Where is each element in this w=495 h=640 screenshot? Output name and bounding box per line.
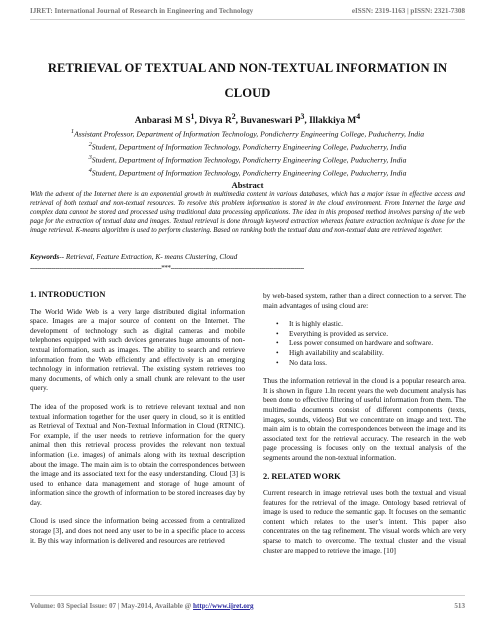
keywords-label: Keywords: [30, 252, 60, 261]
keywords-text: -- Retrieval, Feature Extraction, K- means Clustering, Cloud: [59, 252, 238, 261]
affiliation-text: Assistant Professor, Department of Information Technology, Pondicherry Engineering College, Puducherry, India: [74, 129, 425, 139]
left-column: [30, 290, 245, 554]
list-item: • No data loss.: [289, 358, 466, 368]
running-footer: [30, 602, 465, 610]
author-sup: 1: [190, 112, 195, 121]
author-name: Buvaneswari P: [240, 116, 301, 127]
affiliation-line: [30, 127, 465, 140]
paper-title: RETRIEVAL OF TEXTUAL AND NON-TEXTUAL INFORMATION IN CLOUD: [47, 61, 448, 100]
keywords-line: [30, 252, 465, 261]
list-item: • High availability and scalability.: [289, 348, 466, 358]
affiliation-sup: 3: [88, 153, 92, 161]
author-sup: 4: [356, 112, 361, 121]
journal-name: IJRET: International Journal of Research in Engineering and Technology: [30, 7, 254, 15]
paragraph: Thus the information retrieval in the cloud is a popular research area. It is shown in figure 1.In recent years the web document analysis has been done to effective filtering of useful information from them. The multimedia documents consist of different components (texts, images, sounds, videos) But we concentrate on image and text. The main aim is to obtain the correspondences between the image and its associated text for the retrieval accuracy. The research in the web page processing is focuses only on the textual analysis of the segments around the non-textual information.: [263, 376, 466, 462]
affiliation-sup: 1: [70, 128, 75, 135]
section-heading-related-work: 2. RELATED WORK: [263, 471, 341, 481]
affiliation-line: [30, 140, 465, 153]
footer-rule: [30, 595, 465, 596]
author-name: Illakkiya M: [309, 116, 357, 127]
abstract-body: With the advent of the Internet there is an exponential growth in multimedia content in various databases, which has a major issue in effective access and retrieval of both textual and non-textual resources. To resolve this problem information is stored in the cloud environment. From Internet the large and complex data cannot be stored and processed using traditional data processing applications. The idea in this proposed method involves parsing of the web page for the extraction of textual data and images. Textual retrieval is done through keyword extraction whereas feature extraction technique is done for the image retrieval. K-means algorithm is used to perform clustering. Based on ranking both the textual data and non-textual data are retrieved together.: [30, 191, 465, 235]
affiliation-text: Student, Department of Information Technology, Pondicherry Engineering College, Puducherry, India: [91, 168, 407, 178]
footer-volume: [30, 602, 254, 610]
paragraph: by web-based system, rather than a direct connection to a server. The main advantages of using cloud are:: [263, 291, 466, 310]
paragraph: The World Wide Web is a very large distributed digital information space. Images are a major source of content on the Internet. The development of technology such as digital cameras and mobile telephones equipped with such devices generates huge amounts of non-textual information, such as images. The ability to search and retrieve information from the Web efficiently and effectively is an emerging technology in information retrieval. The existing system retrieves too many documents, of which only a small chunk are relevant to the user query.: [30, 306, 245, 393]
affiliation-list: [30, 127, 465, 178]
paragraph: Cloud is used since the information being accessed from a centralized storage [3], and does not need any user to be in a specific place to access it. By this way information is delivered and resources are retrieved: [30, 516, 245, 545]
affiliation-line: [30, 166, 465, 179]
footer-volume-text: Volume: 03 Special Issue: 07 | May-2014, Available @: [30, 602, 194, 610]
section-separator: --------------------------------------------------------------------***---------------------------------------------------------------------: [30, 264, 304, 272]
affiliation-sup: 4: [88, 166, 92, 174]
author-name: Divya R: [199, 116, 232, 127]
advantages-list: [263, 319, 466, 367]
author-sup: 3: [300, 112, 305, 121]
issn-info: eISSN: 2319-1163 | pISSN: 2321-7308: [351, 7, 465, 15]
author-sup: 2: [231, 112, 236, 121]
list-item: • Less power consumed on hardware and software.: [289, 338, 466, 348]
affiliation-text: Student, Department of Information Technology, Pondicherry Engineering College, Puducherry, India: [91, 155, 407, 165]
header-rule: [30, 19, 465, 20]
author-name: Anbarasi M S: [134, 116, 191, 127]
running-header: [30, 7, 465, 15]
paragraph: Current research in image retrieval uses both the textual and visual features for the retrieval of the image. Ontology based retrieval of image is used to reduce the semantic gap. It focuses on the semantic content which relates to the user’s intent. This paper also concentrates on the tag refinement. The visual words which are very sparse to match to overcome. The textual cluster and the visual cluster are mapped to retrieve the image. [10]: [263, 488, 466, 555]
affiliation-sup: 2: [88, 140, 92, 148]
page-number: 513: [454, 602, 465, 610]
journal-link[interactable]: http://www.ijret.org: [193, 602, 254, 610]
list-item: • It is highly elastic.: [289, 319, 466, 329]
abstract-heading: Abstract: [231, 180, 264, 190]
right-column: [263, 291, 466, 564]
list-item: • Everything is provided as service.: [289, 329, 466, 339]
section-heading-introduction: 1. INTRODUCTION: [30, 290, 106, 299]
paragraph: The idea of the proposed work is to retrieve relevant textual and non textual information together for the user query in cloud, so it is entitled as Retrieval of Textual and Non-Textual Information in Cloud (RTNIC). For example, if the user needs to retrieve information for the query animal then this retrieval process provides the relevant non textual information (i.e. images) of animals along with its textual description about the image. The main aim is to obtain the correspondences between the image and its associated text for the easy understanding. Cloud [3] is used to enhance data management and storage of huge amount of information since the growth of information to be stored increases day by day.: [30, 401, 245, 507]
affiliation-line: [30, 153, 465, 166]
affiliation-text: Student, Department of Information Technology, Pondicherry Engineering College, Puducherry, India: [91, 142, 407, 152]
author-list: Anbarasi M $S^1$, Divya $R^2$, Buvaneswari $P^3$, Illakkiya $M^4$: [134, 112, 361, 127]
